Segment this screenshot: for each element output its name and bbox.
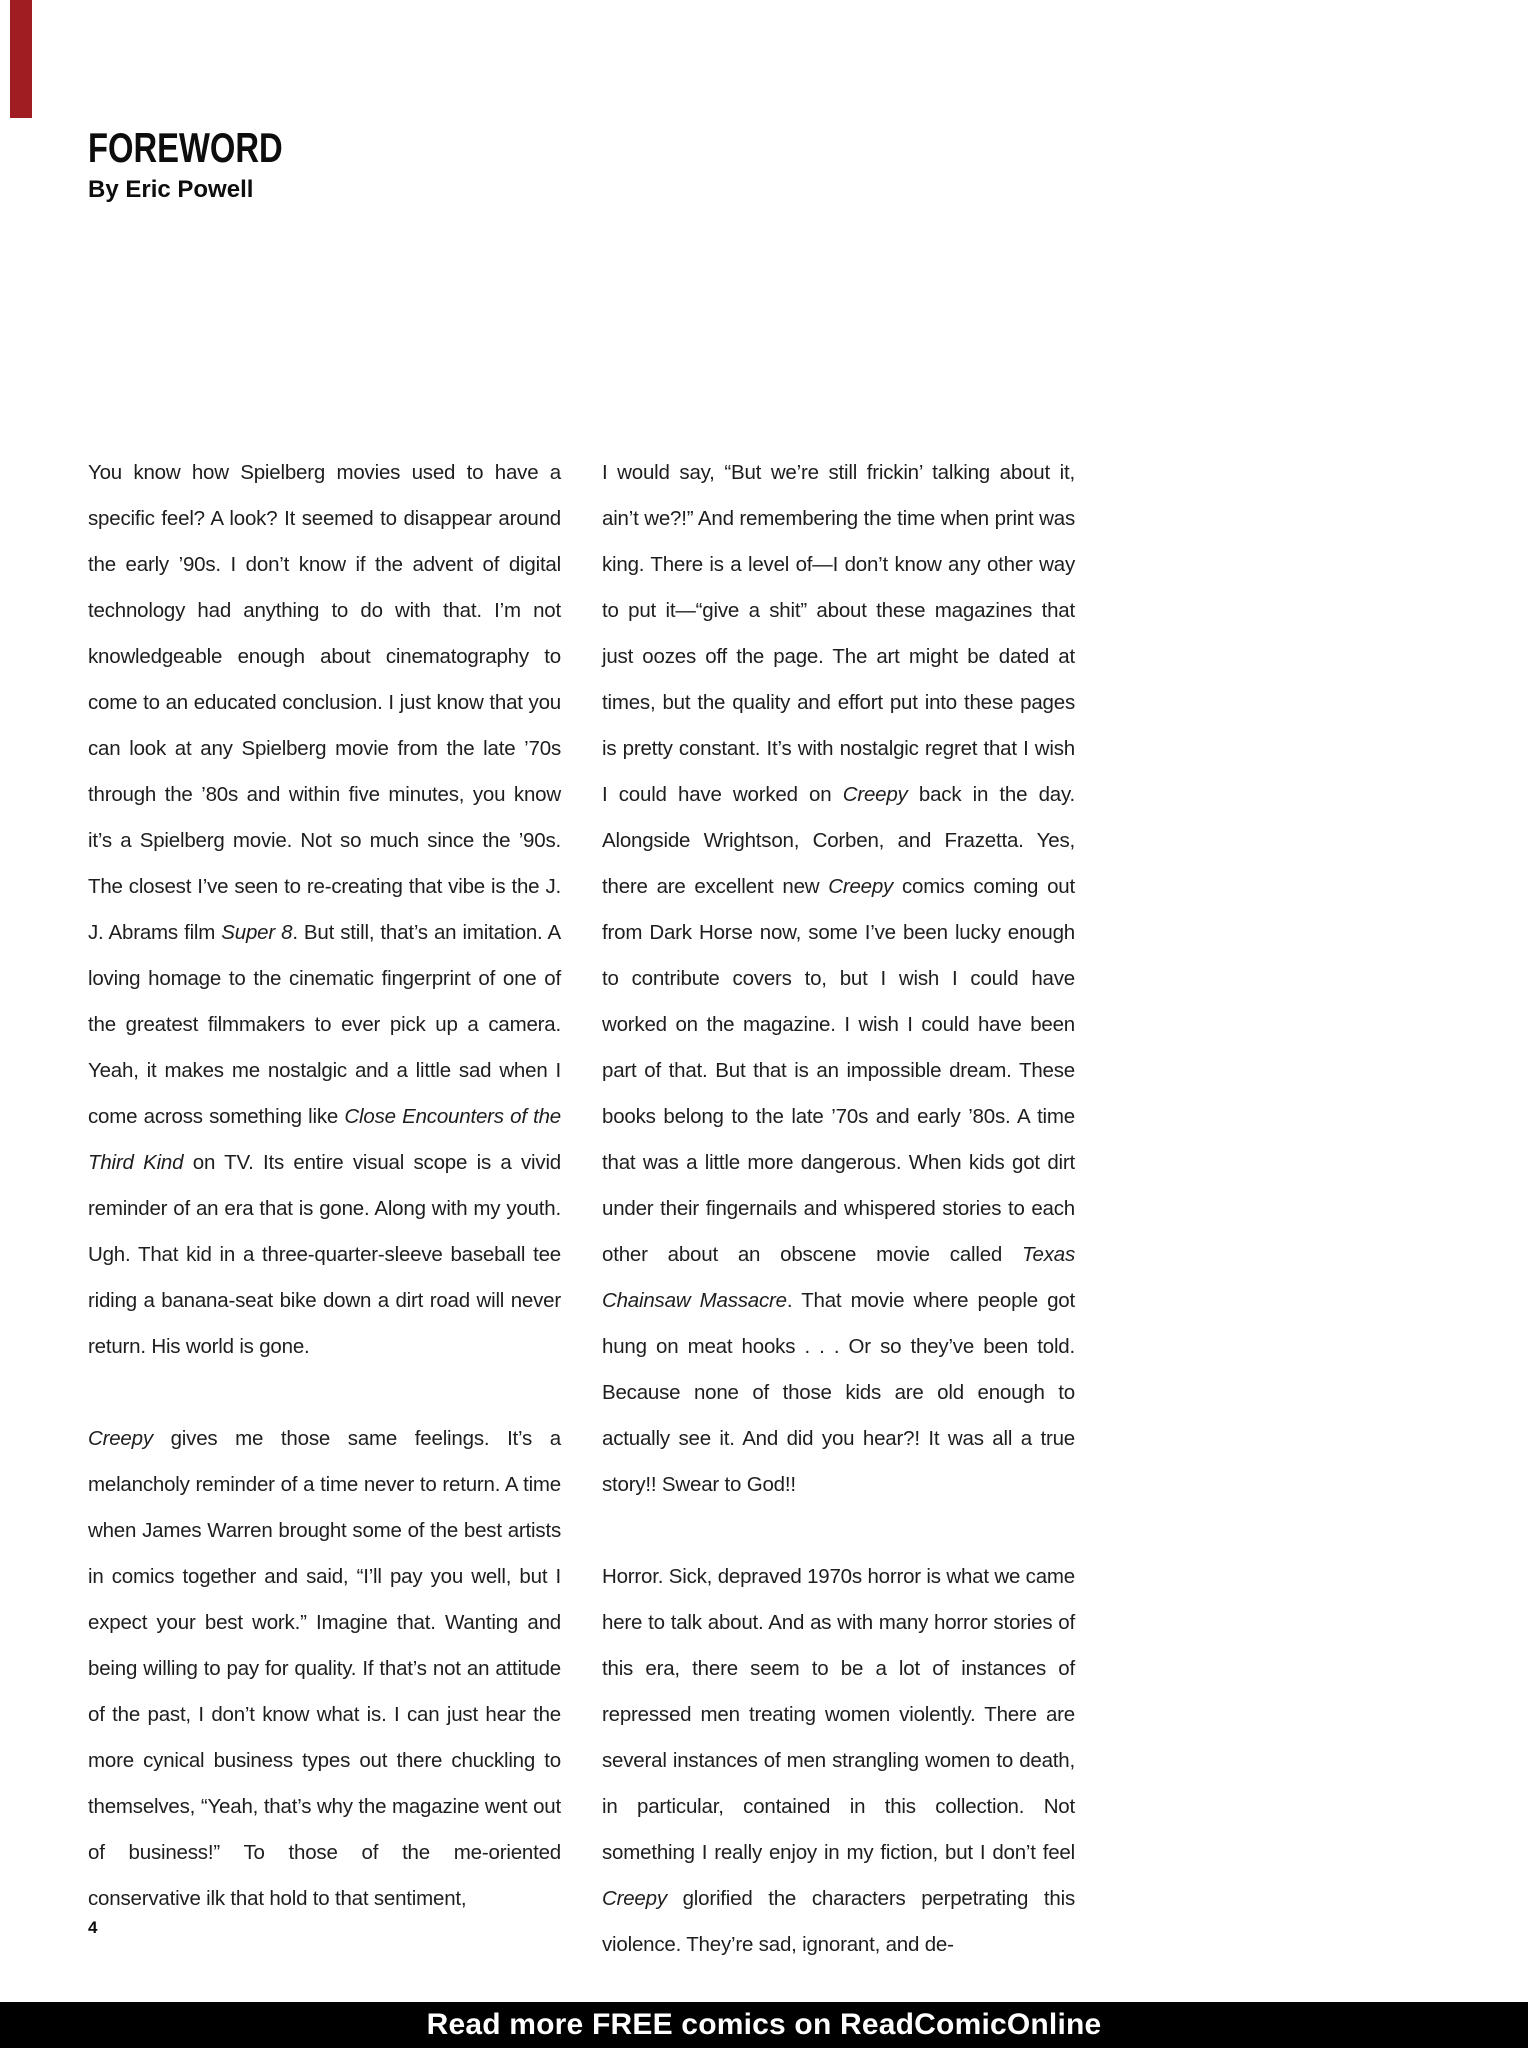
- text-run: Super 8: [221, 921, 293, 944]
- text-run: Creepy: [88, 1427, 153, 1450]
- footer-banner: [0, 2002, 1528, 2048]
- text-run: gives me those same feelings. It’s a melancholy reminder of a time never to return. A time when James Warren brought some of the best artists in comics together and said, “I’ll pay you well, but I expect your best work.” Imagine that. Wanting and being willing to pay for quality. If that’s not an attitude of the past, I don’t know what is. I can just hear the more cynical business types out there chuckling to themselves, “Yeah, that’s why the magazine went out of business!” To those of the me-oriented conservative ilk that hold to that sentiment,: [88, 1427, 561, 1910]
- text-run: . That movie where people got hung on meat hooks . . . Or so they’ve been told. Because none of those kids are old enough to actually see it. And did you hear?! It was all a true story!! Swear to God!!: [602, 1289, 1075, 1496]
- footer-banner-text[interactable]: Read more FREE comics on ReadComicOnline: [426, 2008, 1102, 2041]
- text-run: I would say, “But we’re still frickin’ talking about it, ain’t we?!” And remembering the time when print was king. There is a level of—I don’t know any other way to put it—“give a shit” about these magazines that just oozes off the page. The art might be dated at times, but the quality and effort put into these pages is pretty constant. It’s with nostalgic regret that I wish I could have worked on: [602, 461, 1075, 806]
- right-column: [602, 450, 1075, 1968]
- body-columns: [88, 450, 1075, 1968]
- text-run: back in the day. Alongside Wrightson, Corben, and Frazetta. Yes, there are excellent new: [602, 783, 1076, 898]
- text-run: glorified the characters perpetrating this violence. They’re sad, ignorant, and de-: [602, 1887, 1075, 1956]
- text-run: . But still, that’s an imitation. A loving homage to the cinematic fingerprint of one of the greatest filmmakers to ever pick up a camera. Yeah, it makes me nostalgic and a little sad when I come across something like: [88, 921, 561, 1128]
- page-title: FOREWORD: [88, 124, 283, 171]
- left-column: [88, 450, 561, 1968]
- page-number: 4: [88, 1918, 98, 1937]
- text-run: Texas Chainsaw Massacre: [602, 1243, 1075, 1312]
- text-run: Creepy: [602, 1887, 667, 1910]
- text-run: Creepy: [828, 875, 894, 898]
- byline: By Eric Powell: [88, 176, 254, 203]
- text-run: on TV. Its entire visual scope is a vivid reminder of an era that is gone. Along with my youth. Ugh. That kid in a three-quarter-sleeve baseball tee riding a banana-seat bike down a dirt road will never return. His world is gone.: [88, 1151, 561, 1358]
- paragraph: [88, 450, 561, 1370]
- paragraph: [602, 1554, 1075, 1968]
- red-edge-strip: [10, 0, 32, 118]
- text-run: Close Encounters of the Third Kind: [88, 1105, 561, 1174]
- paragraph: [602, 450, 1075, 1508]
- text-run: You know how Spielberg movies used to have a specific feel? A look? It seemed to disappear around the early ’90s. I don’t know if the advent of digital technology had anything to do with that. I’m not knowledgeable enough about cinematography to come to an educated conclusion. I just know that you can look at any Spielberg movie from the late ’70s through the ’80s and within five minutes, you know it’s a Spielberg movie. Not so much since the ’90s. The closest I’ve seen to re-creating that vibe is the J. J. Abrams film: [88, 461, 561, 944]
- text-run: Creepy: [842, 783, 908, 806]
- text-run: comics coming out from Dark Horse now, some I’ve been lucky enough to contribute covers to, but I wish I could have worked on the magazine. I wish I could have been part of that. But that is an impossible dream. These books belong to the late ’70s and early ’80s. A time that was a little more dangerous. When kids got dirt under their fingernails and whispered stories to each other about an obscene movie called: [602, 875, 1075, 1266]
- text-run: Horror. Sick, depraved 1970s horror is what we came here to talk about. And as with many horror stories of this era, there seem to be a lot of instances of repressed men treating women violently. There are several instances of men strangling women to death, in particular, contained in this collection. Not something I really enjoy in my fiction, but I don’t feel: [602, 1565, 1075, 1864]
- page-header: [88, 124, 338, 204]
- paragraph: [88, 1416, 561, 1922]
